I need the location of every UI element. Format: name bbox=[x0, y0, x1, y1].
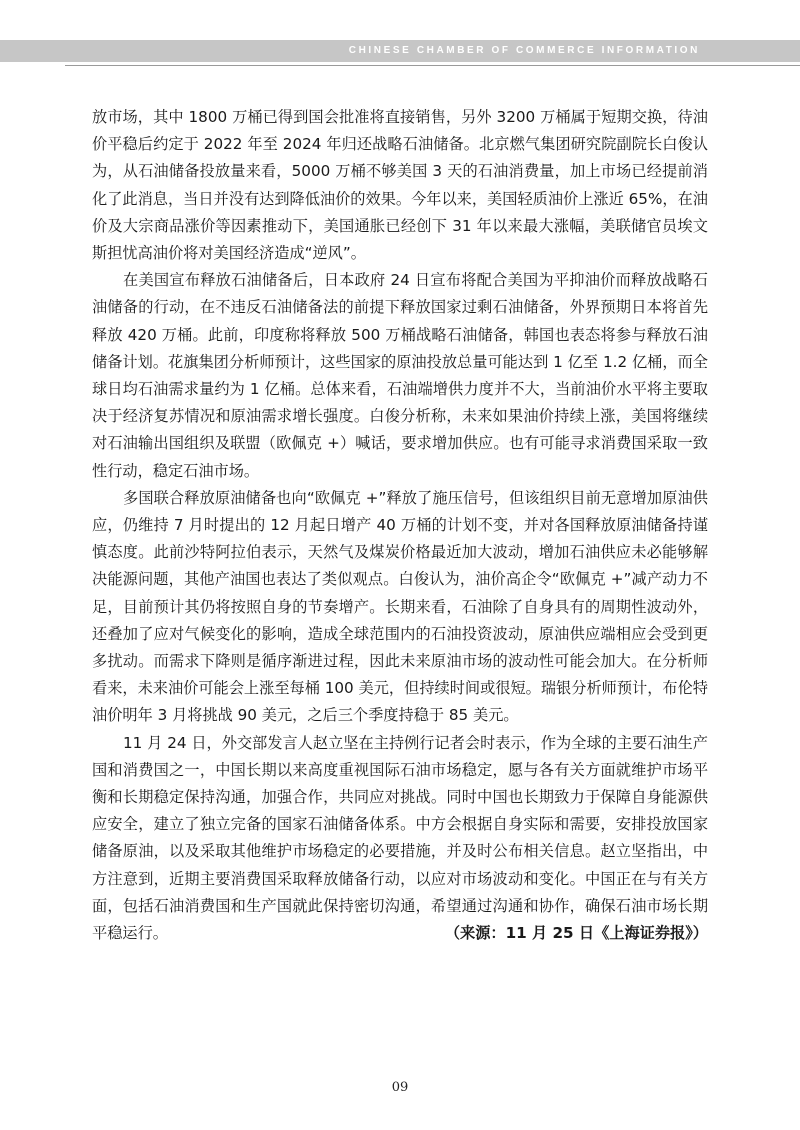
paragraph-4-text: 11 月 24 日，外交部发言人赵立坚在主持例行记者会时表示，作为全球的主要石油生产国和消费国之一，中国长期以来高度重视国际石油市场稳定，愿与各有关方面就维护市场平衡和长期稳定保持沟通，加强合作，共同应对挑战。同时中国也长期致力于保障自身能源供应安全，建立了独立完备的国家石油储备体系。中方会根据自身实际和需要，安排投放国家储备原油，以及采取其他维护市场稳定的必要措施，并及时公布相关信息。赵立坚指出，中方注意到，近期主要消费国采取释放储备行动，以应对市场波动和变化。中国正在与有关方面，包括石油消费国和生产国就此保持密切沟通，希望通过沟通和协作，确保石油市场长期平稳运行。 bbox=[92, 733, 708, 943]
paragraph-4 bbox=[92, 730, 708, 948]
paragraph-2: 在美国宣布释放石油储备后，日本政府 24 日宣布将配合美国为平抑油价而释放战略石油储备的行动，在不违反石油储备法的前提下释放国家过剩石油储备，外界预期日本将首先释放 420 万桶。此前，印度称将释放 500 万桶战略石油储备，韩国也表态将参与释放石油储备计划。花旗集团分析师预计，这些国家的原油投放总量可能达到 1 亿至 1.2 亿桶，而全球日均石油需求量约为 1 亿桶。总体来看，石油端增供力度并不大，当前油价水平将主要取决于经济复苏情况和原油需求增长强度。白俊分析称，未来如果油价持续上涨，美国将继续对石油输出国组织及联盟（欧佩克 +）喊话，要求增加供应。也有可能寻求消费国采取一致性行动，稳定石油市场。 bbox=[92, 271, 708, 480]
paragraph-3: 多国联合释放原油储备也向“欧佩克 +”释放了施压信号，但该组织目前无意增加原油供应，仍维持 7 月时提出的 12 月起日增产 40 万桶的计划不变，并对各国释放原油储备持谨慎态度。此前沙特阿拉伯表示，天然气及煤炭价格最近加大波动，增加石油供应未必能够解决能源问题，其他产油国也表达了类似观点。白俊认为，油价高企令“欧佩克 +”减产动力不足，目前预计其仍将按照自身的节奏增产。长期来看，石油除了自身具有的周期性波动外，还叠加了应对气候变化的影响，造成全球范围内的石油投资波动，原油供应端相应会受到更多扰动。而需求下降则是循序渐进过程，因此未来原油市场的波动性可能会加大。在分析师看来，未来油价可能会上涨至每桶 100 美元，但持续时间或很短。瑞银分析师预计，布伦特油价明年 3 月将挑战 90 美元，之后三个季度持稳于 85 美元。 bbox=[92, 488, 708, 725]
page-number: 09 bbox=[391, 1080, 409, 1095]
source-citation: （来源：11 月 25 日《上海证券报》） bbox=[444, 924, 708, 943]
paragraph-1: 放市场，其中 1800 万桶已得到国会批准将直接销售，另外 3200 万桶属于短期交换，待油价平稳后约定于 2022 年至 2024 年归还战略石油储备。北京燃气集团研究院副院长白俊认为，从石油储备投放量来看，5000 万桶不够美国 3 天的石油消费量，加上市场已经提前消化了此消息，当日并没有达到降低油价的效果。今年以来，美国轻质油价上涨近 65%，在油价及大宗商品涨价等因素推动下，美国通胀已经创下 31 年以来最大涨幅，美联储官员埃文斯担忧高油价将对美国经济造成“逆风”。 bbox=[92, 108, 708, 263]
header-title: CHINESE CHAMBER OF COMMERCE INFORMATION bbox=[348, 45, 700, 56]
article-body bbox=[92, 104, 708, 947]
header-divider bbox=[65, 65, 800, 66]
